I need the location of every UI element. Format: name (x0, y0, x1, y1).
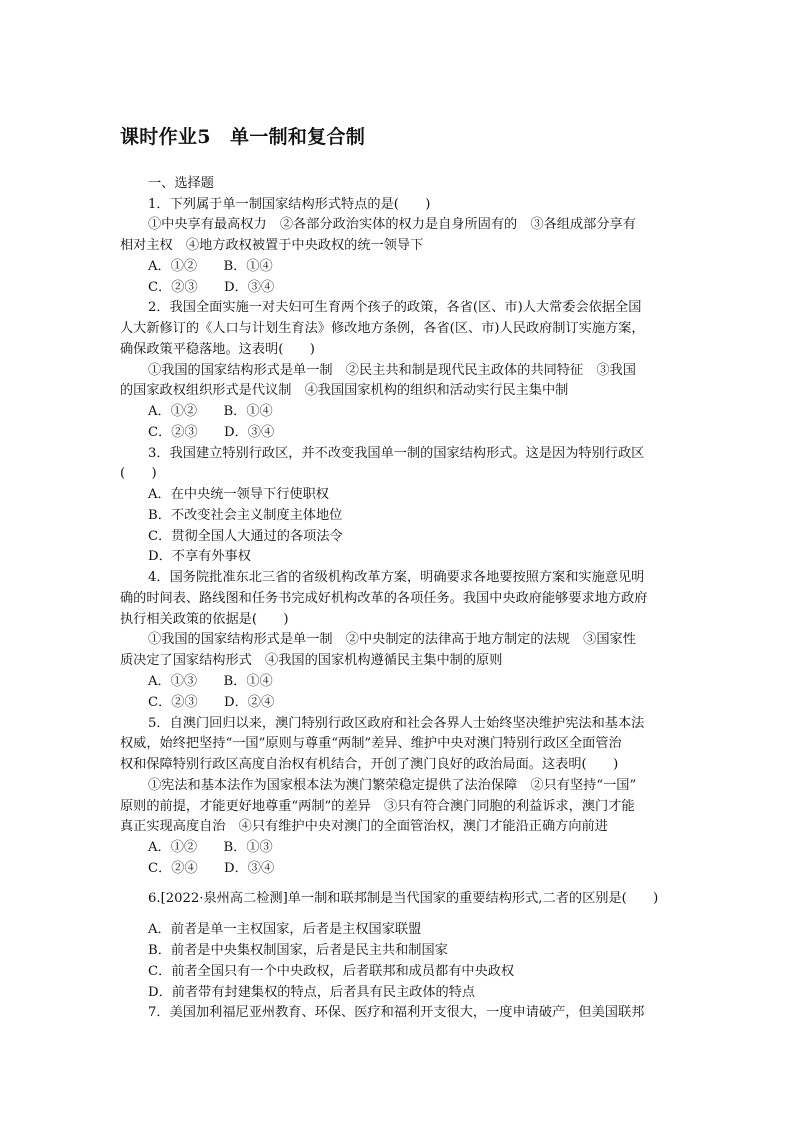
section-heading: 一、选择题 (148, 176, 214, 191)
question-6-option-a: A．前者是单一主权国家，后者是主权国家联盟 (148, 922, 422, 937)
question-6-option-b: B．前者是中央集权制国家，后者是民主共和制国家 (148, 943, 448, 958)
question-5-options-cd: C．②④ D．③④ (148, 861, 275, 876)
question-2-options-cd: C．②③ D．③④ (148, 425, 275, 440)
question-2-options-ab: A．①② B．①④ (148, 404, 273, 419)
question-3-option-c: C．贯彻全国人大通过的各项法令 (148, 529, 343, 544)
question-5-statements: ①宪法和基本法作为国家根本法为澳门繁荣稳定提供了法治保障 ②只有坚持“一国” (148, 778, 637, 793)
question-6-option-c: C．前者全国只有一个中央政权，后者联邦和成员都有中央政权 (148, 964, 515, 979)
question-3-stem: 3．我国建立特别行政区，并不改变我国单一制的国家结构形式。这是因为特别行政区 (148, 446, 645, 461)
question-3-option-a: A．在中央统一领导下行使职权 (148, 487, 329, 502)
question-4-statements-cont: 质决定了国家结构形式 ④我国的国家机构遵循民主集中制的原则 (120, 653, 503, 668)
question-7-stem: 7．美国加利福尼亚州教育、环保、医疗和福利开支很大，一度申请破产，但美国联邦 (148, 1005, 645, 1020)
question-2-statements-cont: 的国家政权组织形式是代议制 ④我国国家机构的组织和活动实行民主集中制 (120, 383, 569, 398)
question-3-option-d: D．不享有外事权 (148, 549, 251, 564)
question-4-options-ab: A．①③ B．①④ (148, 674, 273, 689)
question-4-stem-cont: 执行相关政策的依据是( ) (120, 612, 289, 627)
question-4-statements: ①我国的国家结构形式是单一制 ②中央制定的法律高于地方制定的法规 ③国家性 (148, 632, 636, 647)
question-5-stem-cont: 权威，始终把坚持“一国”原则与尊重“两制”差异、维护中央对澳门特别行政区全面管治 (120, 736, 622, 751)
question-3-option-b: B．不改变社会主义制度主体地位 (148, 508, 343, 523)
question-5-statements-cont: 真正实现高度自治 ④只有维护中央对澳门的全面管治权，澳门才能沿正确方向前进 (120, 819, 608, 834)
question-1-options-ab: A．①② B．①④ (148, 259, 273, 274)
question-5-stem-cont: 权和保障特别行政区高度自治权有机结合，开创了澳门良好的政治局面。这表明( ) (120, 757, 619, 772)
question-5-statements-cont: 原则的前提，才能更好地尊重“两制”的差异 ③只有符合澳门同胞的利益诉求，澳门才能 (120, 799, 635, 814)
question-1-statements-cont: 相对主权 ④地方政权被置于中央政权的统一领导下 (120, 238, 424, 253)
question-5-stem: 5．自澳门回归以来，澳门特别行政区政府和社会各界人士始终坚决维护宪法和基本法 (148, 716, 645, 731)
question-1-statements: ①中央享有最高权力 ②各部分政治实体的权力是自身所固有的 ③各组成部分享有 (148, 217, 636, 232)
question-2-stem-cont: 人大新修订的《人口与计划生育法》修改地方条例，各省(区、市)人民政府制订实施方案， (120, 321, 645, 336)
page-title: 课时作业5 单一制和复合制 (120, 126, 366, 148)
question-2-stem-cont: 确保政策平稳落地。这表明( ) (120, 342, 315, 357)
question-4-stem: 4．国务院批准东北三省的省级机构改革方案，明确要求各地要按照方案和实施意见明 (148, 570, 645, 585)
question-6-option-d: D．前者带有封建集权的特点，后者具有民主政体的特点 (148, 985, 476, 1000)
question-1-options-cd: C．②③ D．③④ (148, 280, 275, 295)
question-3-stem-cont: ( ) (120, 466, 157, 481)
question-2-stem: 2．我国全面实施一对夫妇可生育两个孩子的政策，各省(区、市)人大常委会依据全国 (148, 300, 642, 315)
question-4-stem-cont: 确的时间表、路线图和任务书完成好机构改革的各项任务。我国中央政府能够要求地方政府 (120, 591, 648, 606)
question-5-options-ab: A．①② B．①③ (148, 840, 273, 855)
question-4-options-cd: C．②③ D．②④ (148, 695, 275, 710)
question-6-stem: 6.[2022·泉州高二检测]单一制和联邦制是当代国家的重要结构形式,二者的区别是( ) (148, 891, 659, 906)
question-1-stem: 1．下列属于单一制国家结构形式特点的是( ) (148, 197, 431, 212)
question-2-statements: ①我国的国家结构形式是单一制 ②民主共和制是现代民主政体的共同特征 ③我国 (148, 363, 636, 378)
